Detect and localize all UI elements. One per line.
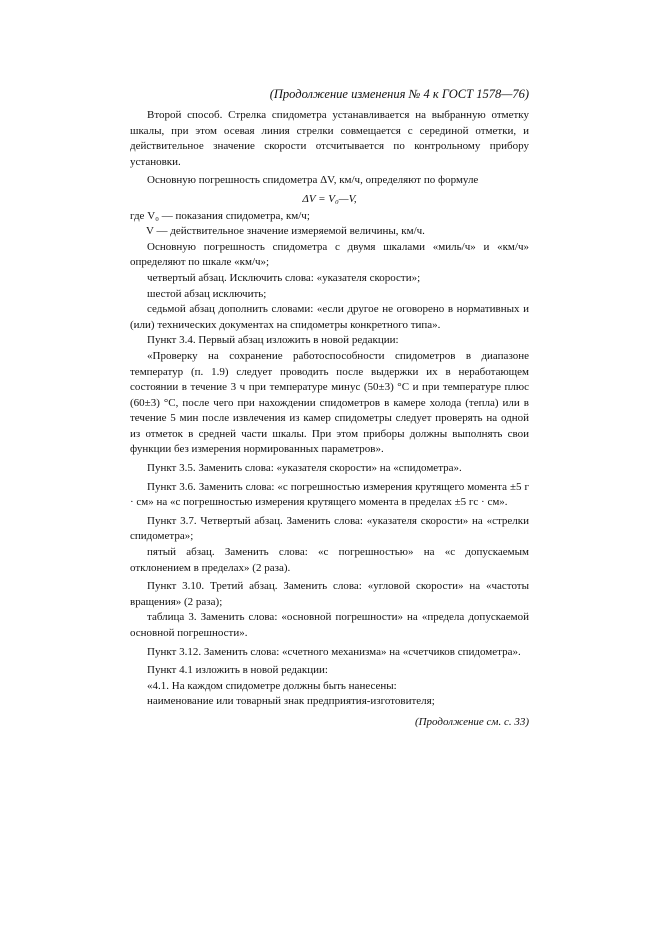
paragraph: «Проверку на сохранение работоспособности спидометров в диапазоне температур (п. 1.9) следует проводить после выдержки их в неработающем состоянии в течение 3 ч при температуре минус (50±3) °С и при температуре плюс (60±3) °С, после чего при нахождении спидометров в камере холода (тепла) или в течение 5 мин после извлечения из камер спидометры следует проверять на одной из отметок в средней части шкалы. При этом приборы должны выполнять свои функции без измерения нормированных параметров». (130, 349, 529, 456)
page-header: (Продолжение изменения № 4 к ГОСТ 1578—76) (269, 87, 529, 101)
paragraph: Пункт 3.7. Четвертый абзац. Заменить слова: «указателя скорости» на «стрелки спидометра»; (130, 514, 529, 543)
paragraph: Пункт 3.12. Заменить слова: «счетного механизма» на «счетчиков спидометра». (147, 645, 521, 658)
paragraph: Пункт 3.10. Третий абзац. Заменить слова: «угловой скорости» на «частоты вращения» (2 раза); (130, 580, 529, 608)
paragraph: Второй способ. Стрелка спидометра устанавливается на выбранную отметку шкалы, при этом осевая линия стрелки совмещается с серединой отметки, и действительное значение скорости отсчитывается по контрольному прибору установки. (130, 109, 529, 168)
formula-legend-v: V — действительное значение измеряемой величины, км/ч. (146, 225, 425, 238)
paragraph: Основную погрешность спидометра с двумя шкалами «миль/ч» и «км/ч» определяют по шкале «км/ч»; (130, 240, 529, 269)
paragraph: четвертый абзац. Исключить слова: «указателя скорости»; (147, 271, 421, 284)
formula: ΔV = V₀—V, (302, 192, 357, 205)
paragraph: наименование или товарный знак предприятия-изготовителя; (147, 695, 435, 708)
paragraph: Пункт 3.6. Заменить слова: «с погрешностью измерения крутящего момента ±5 г · см» на «с погрешностью измерения крутящего момента в пределах ±5 гс · см». (130, 480, 529, 509)
paragraph: Пункт 3.5. Заменить слова: «указателя скорости» на «спидометра». (147, 462, 462, 475)
paragraph: Пункт 3.4. Первый абзац изложить в новой редакции: (147, 334, 399, 347)
paragraph: седьмой абзац дополнить словами: «если другое не оговорено в нормативных и (или) технических документах на спидометры конкретного типа». (130, 303, 529, 331)
formula-legend-v0: где V₀ — показания спидометра, км/ч; (130, 209, 310, 222)
paragraph: шестой абзац исключить; (147, 287, 267, 300)
paragraph: пятый абзац. Заменить слова: «с погрешностью» на «с допускаемым отклонением в пределах» (2 раза). (130, 546, 529, 574)
page-footer: (Продолжение см. с. 33) (414, 715, 529, 728)
paragraph: «4.1. На каждом спидометре должны быть нанесены: (147, 679, 397, 692)
document-body (130, 108, 529, 731)
paragraph: таблица 3. Заменить слова: «основной погрешности» на «предела допускаемой основной погрешности». (130, 611, 529, 639)
paragraph: Пункт 4.1 изложить в новой редакции: (147, 664, 328, 677)
paragraph: Основную погрешность спидометра ΔV, км/ч, определяют по формуле (147, 174, 479, 187)
